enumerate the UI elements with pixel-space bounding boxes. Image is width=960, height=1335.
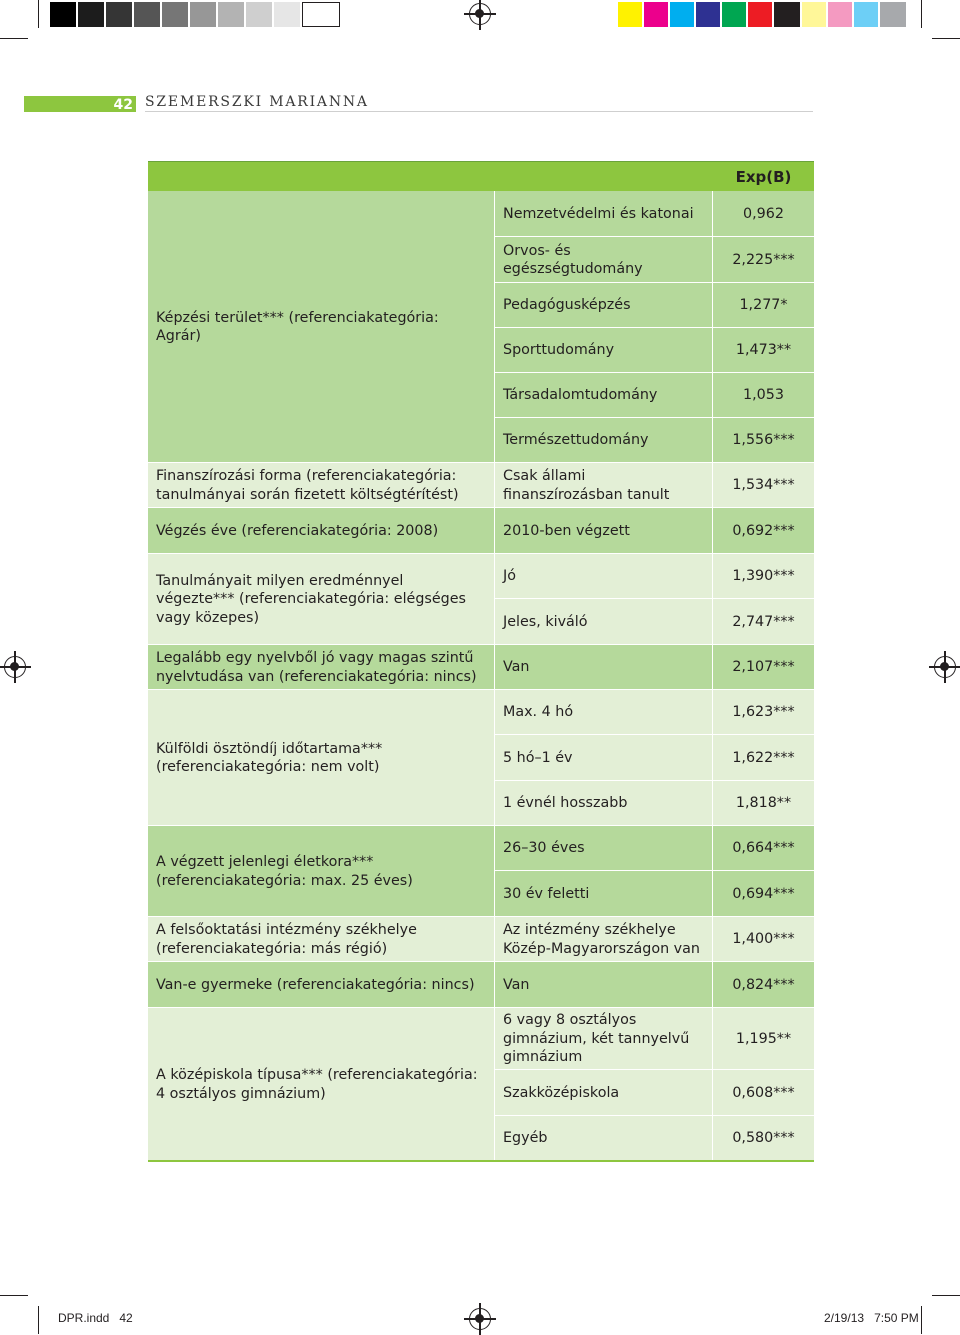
expb-value-cell: 0,664*** bbox=[713, 826, 814, 871]
expb-value-cell: 2,225*** bbox=[713, 237, 814, 283]
registration-mark-icon bbox=[469, 1308, 491, 1330]
slug-page: 42 bbox=[119, 1311, 133, 1325]
slug-file: DPR.indd bbox=[58, 1311, 110, 1325]
group-label: Képzési terület*** (referenciakategória: Agrár) bbox=[148, 191, 494, 463]
expb-value-cell: 0,608*** bbox=[713, 1070, 814, 1116]
expb-value-cell: 1,556*** bbox=[713, 418, 814, 463]
expb-value-cell: 1,277* bbox=[713, 283, 814, 328]
category-cell: Orvos- és egészségtudomány bbox=[495, 237, 712, 283]
group-label: Legalább egy nyelvből jó vagy magas szintű nyelvtudása van (referenciakategória: nincs) bbox=[148, 645, 494, 690]
group-label: Külföldi ösztöndíj időtartama*** (referenciakategória: nem volt) bbox=[148, 690, 494, 826]
expb-value-cell: 2,107*** bbox=[713, 645, 814, 690]
crop-mark bbox=[921, 1306, 922, 1334]
category-cell: Szakközépiskola bbox=[495, 1070, 712, 1116]
crop-mark bbox=[932, 1295, 960, 1296]
expb-value-cell: 0,580*** bbox=[713, 1116, 814, 1161]
expb-value-cell: 0,962 bbox=[713, 191, 814, 237]
category-cell: Egyéb bbox=[495, 1116, 712, 1161]
expb-value-cell: 1,053 bbox=[713, 373, 814, 418]
category-cell: Van bbox=[495, 645, 712, 690]
expb-value-cell: 1,400*** bbox=[713, 917, 814, 962]
category-cell: 6 vagy 8 osztályos gimnázium, két tannyelvű gimnázium bbox=[495, 1008, 712, 1070]
expb-value-cell: 0,692*** bbox=[713, 508, 814, 554]
registration-mark-icon bbox=[469, 3, 491, 25]
table-bottom-rule bbox=[148, 1160, 814, 1162]
slug-filename bbox=[58, 1311, 133, 1325]
expb-value-cell: 1,473** bbox=[713, 328, 814, 373]
category-cell: 1 évnél hosszabb bbox=[495, 781, 712, 826]
header-rule bbox=[145, 111, 813, 112]
category-cell: Max. 4 hó bbox=[495, 690, 712, 735]
category-cell: Természettudomány bbox=[495, 418, 712, 463]
registration-mark-icon bbox=[4, 656, 26, 678]
column-divider bbox=[712, 191, 713, 1161]
category-cell: Van bbox=[495, 962, 712, 1008]
group-label: A középiskola típusa*** (referenciakategória: 4 osztályos gimnázium) bbox=[148, 1008, 494, 1161]
column-header-expb: Exp(B) bbox=[735, 167, 792, 186]
page-number: 42 bbox=[113, 97, 133, 113]
category-cell: Jó bbox=[495, 554, 712, 599]
expb-value-cell: 1,623*** bbox=[713, 690, 814, 735]
slug-time: 7:50 PM bbox=[874, 1311, 919, 1325]
crop-mark bbox=[0, 38, 28, 39]
expb-value-cell: 1,622*** bbox=[713, 735, 814, 781]
slug-date: 2/19/13 bbox=[824, 1311, 865, 1325]
expb-value-cell: 1,390*** bbox=[713, 554, 814, 599]
expb-value-cell: 0,824*** bbox=[713, 962, 814, 1008]
crop-mark bbox=[38, 0, 39, 28]
expb-value-cell: 2,747*** bbox=[713, 599, 814, 645]
group-label: A végzett jelenlegi életkora*** (referenciakategória: max. 25 éves) bbox=[148, 826, 494, 917]
category-cell: 30 év feletti bbox=[495, 871, 712, 917]
registration-mark-icon bbox=[934, 656, 956, 678]
category-cell: Csak állami finanszírozásban tanult bbox=[495, 463, 712, 508]
category-cell: Pedagógusképzés bbox=[495, 283, 712, 328]
category-cell: 26–30 éves bbox=[495, 826, 712, 871]
column-divider bbox=[494, 191, 495, 1161]
expb-value-cell: 1,818** bbox=[713, 781, 814, 826]
group-label: Finanszírozási forma (referenciakategória: tanulmányai során fizetett költségtérítést) bbox=[148, 463, 494, 508]
expb-value-cell: 0,694*** bbox=[713, 871, 814, 917]
category-cell: 2010-ben végzett bbox=[495, 508, 712, 554]
crop-mark bbox=[0, 1295, 28, 1296]
crop-mark bbox=[932, 38, 960, 39]
expb-value-cell: 1,534*** bbox=[713, 463, 814, 508]
crop-mark bbox=[921, 0, 922, 28]
category-cell: Nemzetvédelmi és katonai bbox=[495, 191, 712, 237]
running-head-author: SZEMERSZKI MARIANNA bbox=[145, 94, 369, 110]
category-cell: Társadalomtudomány bbox=[495, 373, 712, 418]
category-cell: 5 hó–1 év bbox=[495, 735, 712, 781]
slug-timestamp bbox=[824, 1311, 919, 1325]
group-label: Tanulmányait milyen eredménnyel végezte*** (referenciakategória: elégséges vagy közepes) bbox=[148, 554, 494, 645]
category-cell: Az intézmény székhelye Közép-Magyarországon van bbox=[495, 917, 712, 962]
category-cell: Jeles, kiváló bbox=[495, 599, 712, 645]
group-label: A felsőoktatási intézmény székhelye (referenciakategória: más régió) bbox=[148, 917, 494, 962]
crop-mark bbox=[38, 1306, 39, 1334]
expb-value-cell: 1,195** bbox=[713, 1008, 814, 1070]
group-label: Végzés éve (referenciakategória: 2008) bbox=[148, 508, 494, 554]
group-label: Van-e gyermeke (referenciakategória: nincs) bbox=[148, 962, 494, 1008]
category-cell: Sporttudomány bbox=[495, 328, 712, 373]
